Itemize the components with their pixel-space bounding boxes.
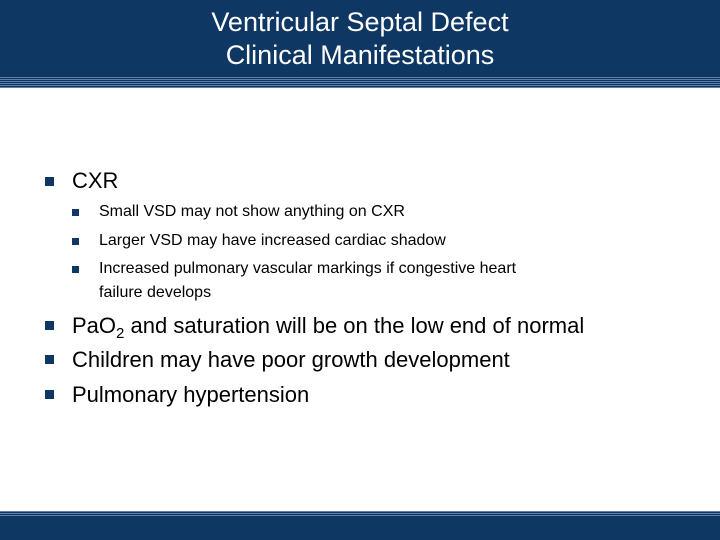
pao2-o: O [98,313,117,338]
title-line-2: Clinical Manifestations [225,40,495,70]
square-bullet-icon [45,177,54,186]
title-line-1: Ventricular Septal Defect [211,7,509,37]
footer-stripes [0,511,720,517]
bullet-cxr: CXR [72,168,119,193]
square-bullet-icon [72,266,79,273]
sub-bullet-pulmonary-markings [99,257,516,305]
pao2-suffix: and saturation will be on the low end of normal [124,313,585,338]
pao2-subscript: 2 [116,325,125,342]
sub-bullet-small-vsd: Small VSD may not show anything on CXR [99,203,405,220]
sub-bullet-line-2: failure develops [99,284,212,301]
bullet-pao2 [72,313,585,342]
square-bullet-icon [45,390,54,399]
sub-bullet-larger-vsd: Larger VSD may have increased cardiac shadow [99,232,446,249]
sub-bullet-line-1: Increased pulmonary vascular markings if congestive heart [99,260,517,277]
square-bullet-icon [72,209,79,216]
square-bullet-icon [45,321,54,330]
pao2-prefix: Pa [72,313,99,338]
square-bullet-icon [45,355,54,364]
square-bullet-icon [72,238,79,245]
slide-title [0,6,720,72]
title-bar [0,0,720,88]
footer-bar [0,511,720,540]
header-stripes [0,76,720,88]
bullet-pulmonary-hypertension: Pulmonary hypertension [72,382,310,407]
bullet-children-growth: Children may have poor growth development [72,347,510,372]
